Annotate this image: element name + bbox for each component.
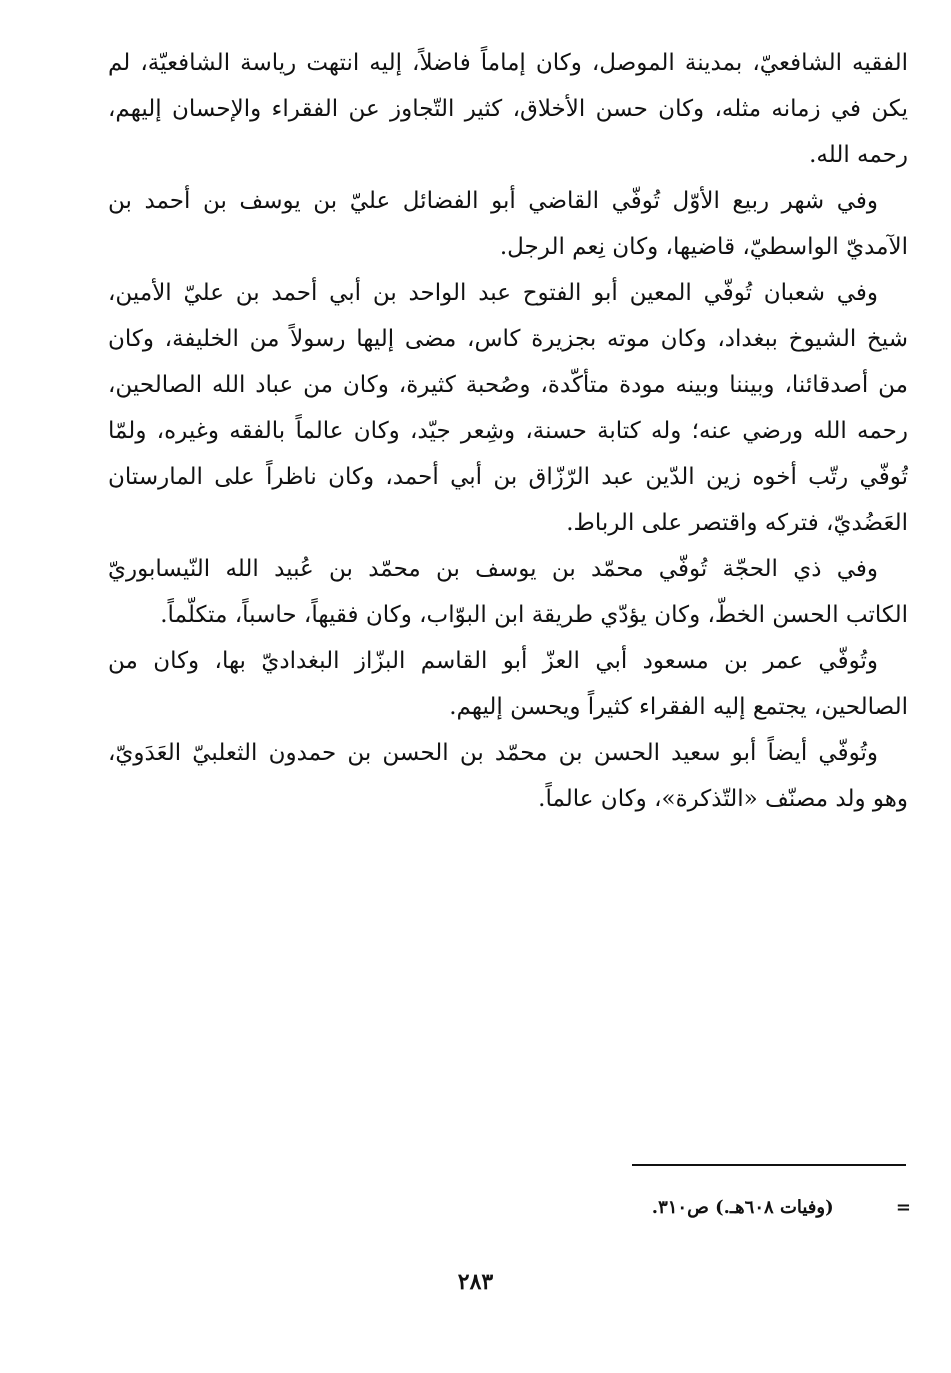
text-line: من أصدقائنا، وبيننا وبينه مودة متأكّدة، وصُحبة كثيرة، وكان من عباد الله الصالحين، bbox=[108, 372, 908, 398]
text-line: العَضُديّ، فتركه واقتصر على الرباط. bbox=[566, 510, 908, 536]
text-line: رحمه الله. bbox=[809, 142, 908, 168]
footnote-separator bbox=[632, 1164, 906, 1166]
footnote-marker: = bbox=[895, 1197, 911, 1218]
text-line: وفي ذي الحجّة تُوفّي محمّد بن يوسف بن محمّد بن عُبيد الله النّيسابوريّ bbox=[108, 556, 878, 582]
text-line: تُوفّي رتّب أخوه زين الدّين عبد الرّزّاق بن أبي أحمد، وكان ناظراً على المارستان bbox=[108, 464, 908, 490]
text-line: وفي شعبان تُوفّي المعين أبو الفتوح عبد الواحد بن أبي أحمد بن عليّ الأمين، bbox=[108, 280, 878, 306]
main-text bbox=[108, 40, 908, 822]
text-line: الصالحين، يجتمع إليه الفقراء كثيراً ويحسن إليهم. bbox=[449, 694, 908, 720]
page-number: ٢٨٣ bbox=[457, 1269, 494, 1295]
text-line: رحمه الله ورضي عنه؛ وله كتابة حسنة، وشِعر جيّد، وكان عالماً بالفقه وغيره، ولمّا bbox=[108, 418, 908, 444]
text-line: وتُوفّي عمر بن مسعود أبي العزّ أبو القاسم البزّاز البغداديّ بها، وكان من bbox=[108, 648, 878, 674]
text-line: يكن في زمانه مثله، وكان حسن الأخلاق، كثير التّجاوز عن الفقراء والإحسان إليهم، bbox=[108, 96, 908, 122]
text-line: الفقيه الشافعيّ، بمدينة الموصل، وكان إماماً فاضلاً، إليه انتهت رياسة الشافعيّة، لم bbox=[108, 50, 908, 76]
footnote bbox=[431, 1188, 911, 1228]
text-line: وفي شهر ربيع الأوّل تُوفّي القاضي أبو الفضائل عليّ بن يوسف بن أحمد بن bbox=[108, 188, 878, 214]
text-line: وتُوفّي أيضاً أبو سعيد الحسن بن محمّد بن الحسن بن حمدون الثعلبيّ العَدَويّ، bbox=[108, 740, 878, 766]
text-line: الآمديّ الواسطيّ، قاضيها، وكان نِعم الرجل. bbox=[499, 234, 908, 260]
footnote-text: (وفيات ٦٠٨هـ.) ص٣١٠. bbox=[651, 1197, 834, 1218]
text-line: الكاتب الحسن الخطّ، وكان يؤدّي طريقة ابن البوّاب، وكان فقيهاً، حاسباً، متكلّماً. bbox=[160, 602, 908, 628]
text-line: وهو ولد مصنّف «التّذكرة»، وكان عالماً. bbox=[538, 786, 908, 812]
text-line: شيخ الشيوخ ببغداد، وكان موته بجزيرة كاس، مضى إليها رسولاً من الخليفة، وكان bbox=[108, 326, 908, 352]
